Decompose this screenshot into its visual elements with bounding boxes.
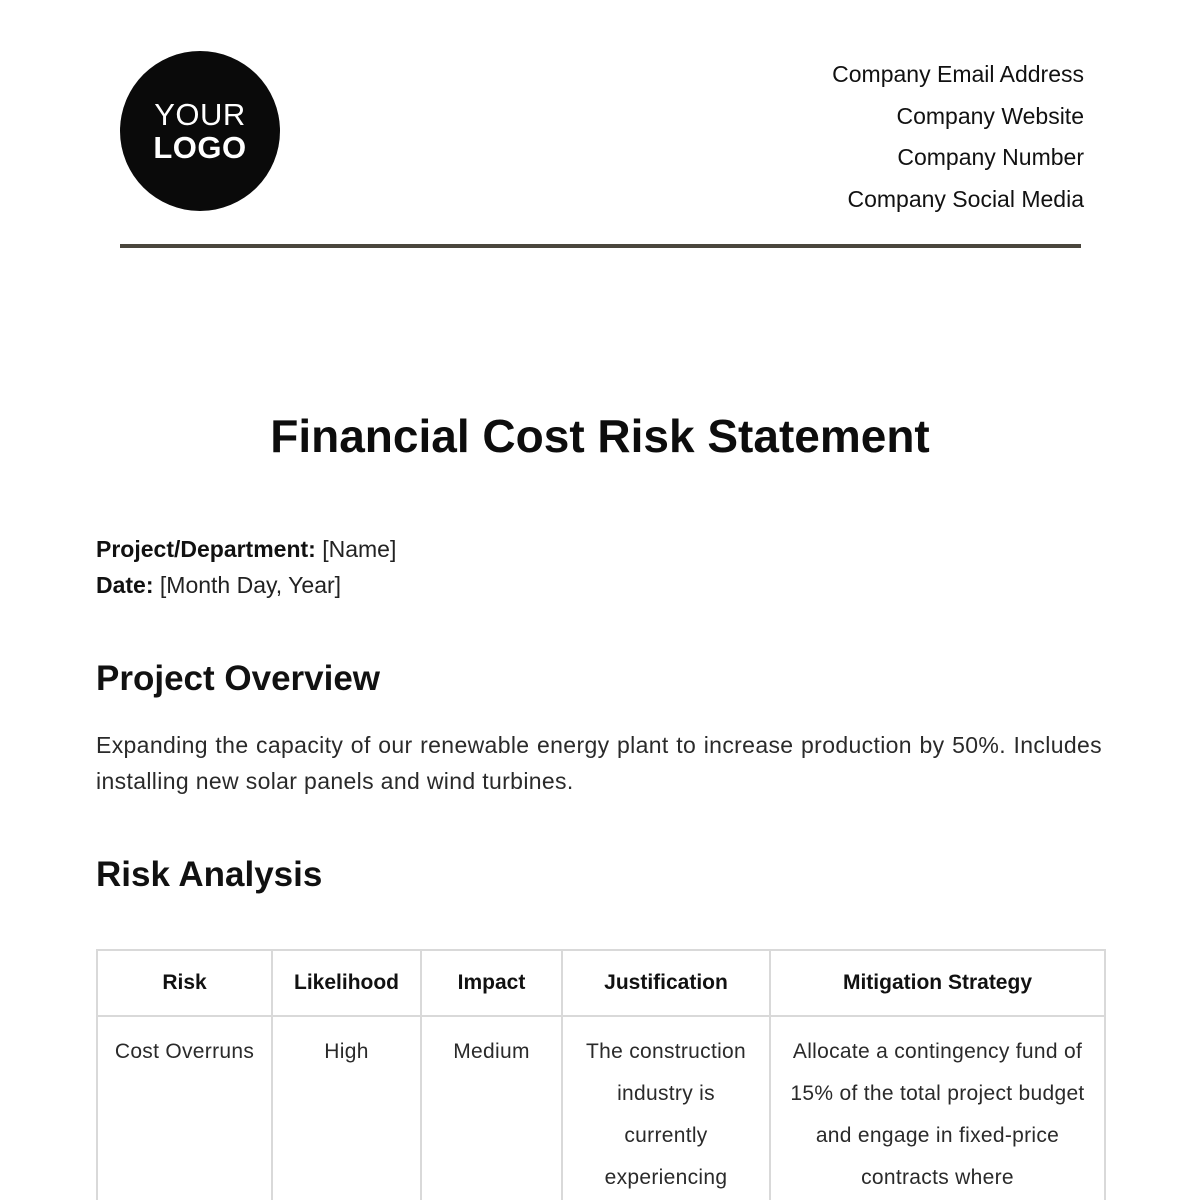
cell-impact: Medium [421, 1016, 562, 1200]
company-contact-block [832, 54, 1084, 220]
date-label: Date: [96, 572, 154, 598]
company-logo [120, 51, 280, 211]
document-title: Financial Cost Risk Statement [270, 410, 930, 462]
cell-justification: The construction industry is currently experiencing [562, 1016, 770, 1200]
logo-text-your: YOUR [154, 97, 246, 132]
column-header-likelihood: Likelihood [272, 950, 421, 1016]
risk-analysis-heading: Risk Analysis [96, 855, 323, 894]
document-meta [96, 531, 396, 603]
project-department-line [96, 531, 396, 567]
company-email: Company Email Address [832, 61, 1084, 87]
date-line [96, 567, 396, 603]
column-header-risk: Risk [97, 950, 272, 1016]
cell-likelihood: High [272, 1016, 421, 1200]
cell-mitigation-strategy: Allocate a contingency fund of 15% of the total project budget and engage in fixed-price contracts where [770, 1016, 1105, 1200]
column-header-impact: Impact [421, 950, 562, 1016]
project-department-value: [Name] [322, 536, 397, 562]
project-overview-heading: Project Overview [96, 659, 381, 698]
date-value: [Month Day, Year] [159, 572, 342, 598]
risk-analysis-table [96, 949, 1106, 1200]
table-row [97, 1016, 1105, 1200]
company-website: Company Website [896, 102, 1084, 129]
table-header-row [97, 950, 1105, 1016]
project-overview-text: Expanding the capacity of our renewable energy plant to increase production by 50%. Includes installing new solar panels and wind turbines. [96, 732, 1102, 794]
company-number: Company Number [897, 144, 1084, 170]
project-department-label: Project/Department: [96, 536, 316, 562]
logo-text-logo: LOGO [153, 130, 247, 165]
column-header-mitigation-strategy: Mitigation Strategy [770, 950, 1105, 1016]
column-header-justification: Justification [562, 950, 770, 1016]
company-social-media: Company Social Media [847, 185, 1084, 212]
cell-risk: Cost Overruns [97, 1016, 272, 1200]
header-divider [120, 244, 1081, 248]
